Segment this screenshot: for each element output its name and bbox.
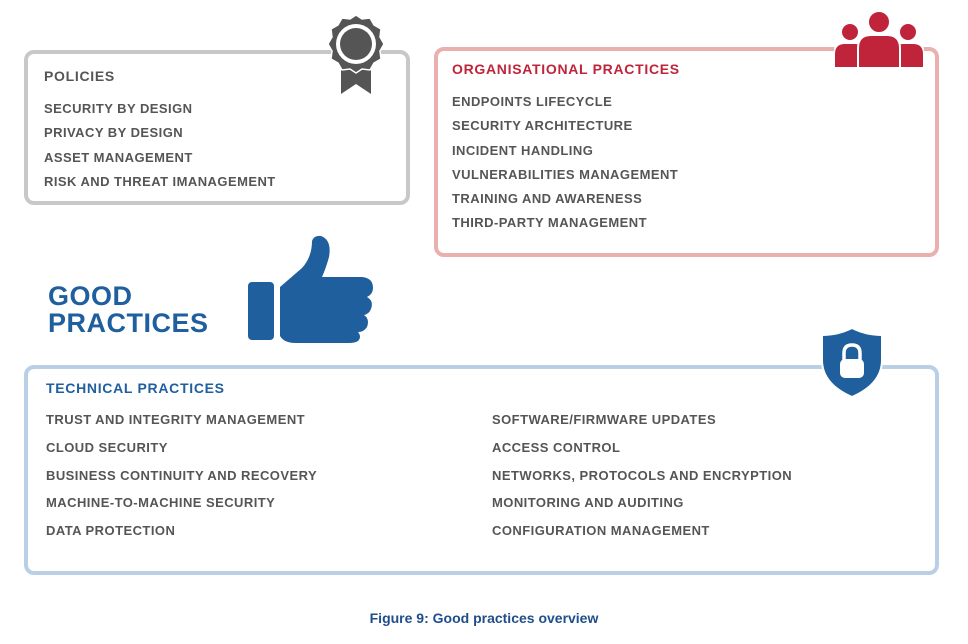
list-item: SECURITY ARCHITECTURE — [452, 118, 633, 134]
list-item: CONFIGURATION MANAGEMENT — [492, 523, 710, 539]
policies-title: POLICIES — [44, 68, 115, 84]
technical-practices-title: TECHNICAL PRACTICES — [46, 380, 225, 396]
list-item: RISK AND THREAT IMANAGEMENT — [44, 173, 276, 189]
technical-practices-list-left — [46, 412, 317, 551]
list-item: SECURITY BY DESIGN — [44, 101, 193, 116]
list-item: CLOUD SECURITY — [46, 439, 168, 455]
people-group-icon — [834, 10, 924, 68]
list-item: BUSINESS CONTINUITY AND RECOVERY — [46, 467, 318, 483]
shield-lock-icon — [820, 326, 884, 398]
list-item: TRUST AND INTEGRITY MANAGEMENT — [46, 412, 306, 427]
policies-list — [44, 101, 276, 198]
list-item: VULNERABILITIES MANAGEMENT — [452, 166, 679, 182]
list-item: ASSET MANAGEMENT — [44, 149, 193, 165]
technical-practices-list-right — [492, 412, 792, 551]
good-practices-line-1: GOOD — [48, 281, 133, 311]
organisational-practices-list — [452, 94, 678, 240]
technical-practices-box — [24, 365, 939, 575]
award-ribbon-icon — [325, 14, 387, 94]
list-item: SOFTWARE/FIRMWARE UPDATES — [492, 412, 717, 427]
list-item: PRIVACY BY DESIGN — [44, 125, 184, 141]
organisational-practices-title: ORGANISATIONAL PRACTICES — [452, 61, 680, 77]
list-item: TRAINING AND AWARENESS — [452, 191, 643, 207]
good-practices-heading — [48, 283, 209, 337]
figure-caption: Figure 9: Good practices overview — [369, 610, 599, 626]
thumbs-up-icon — [246, 233, 376, 343]
organisational-practices-box — [434, 47, 939, 257]
list-item: INCIDENT HANDLING — [452, 142, 594, 158]
list-item: NETWORKS, PROTOCOLS AND ENCRYPTION — [492, 467, 793, 483]
list-item: MACHINE-TO-MACHINE SECURITY — [46, 495, 276, 511]
list-item: ACCESS CONTROL — [492, 439, 621, 455]
list-item: ENDPOINTS LIFECYCLE — [452, 94, 613, 109]
list-item: DATA PROTECTION — [46, 523, 176, 539]
list-item: MONITORING AND AUDITING — [492, 495, 684, 511]
list-item: THIRD-PARTY MANAGEMENT — [452, 215, 648, 231]
good-practices-line-2: PRACTICES — [48, 308, 209, 338]
